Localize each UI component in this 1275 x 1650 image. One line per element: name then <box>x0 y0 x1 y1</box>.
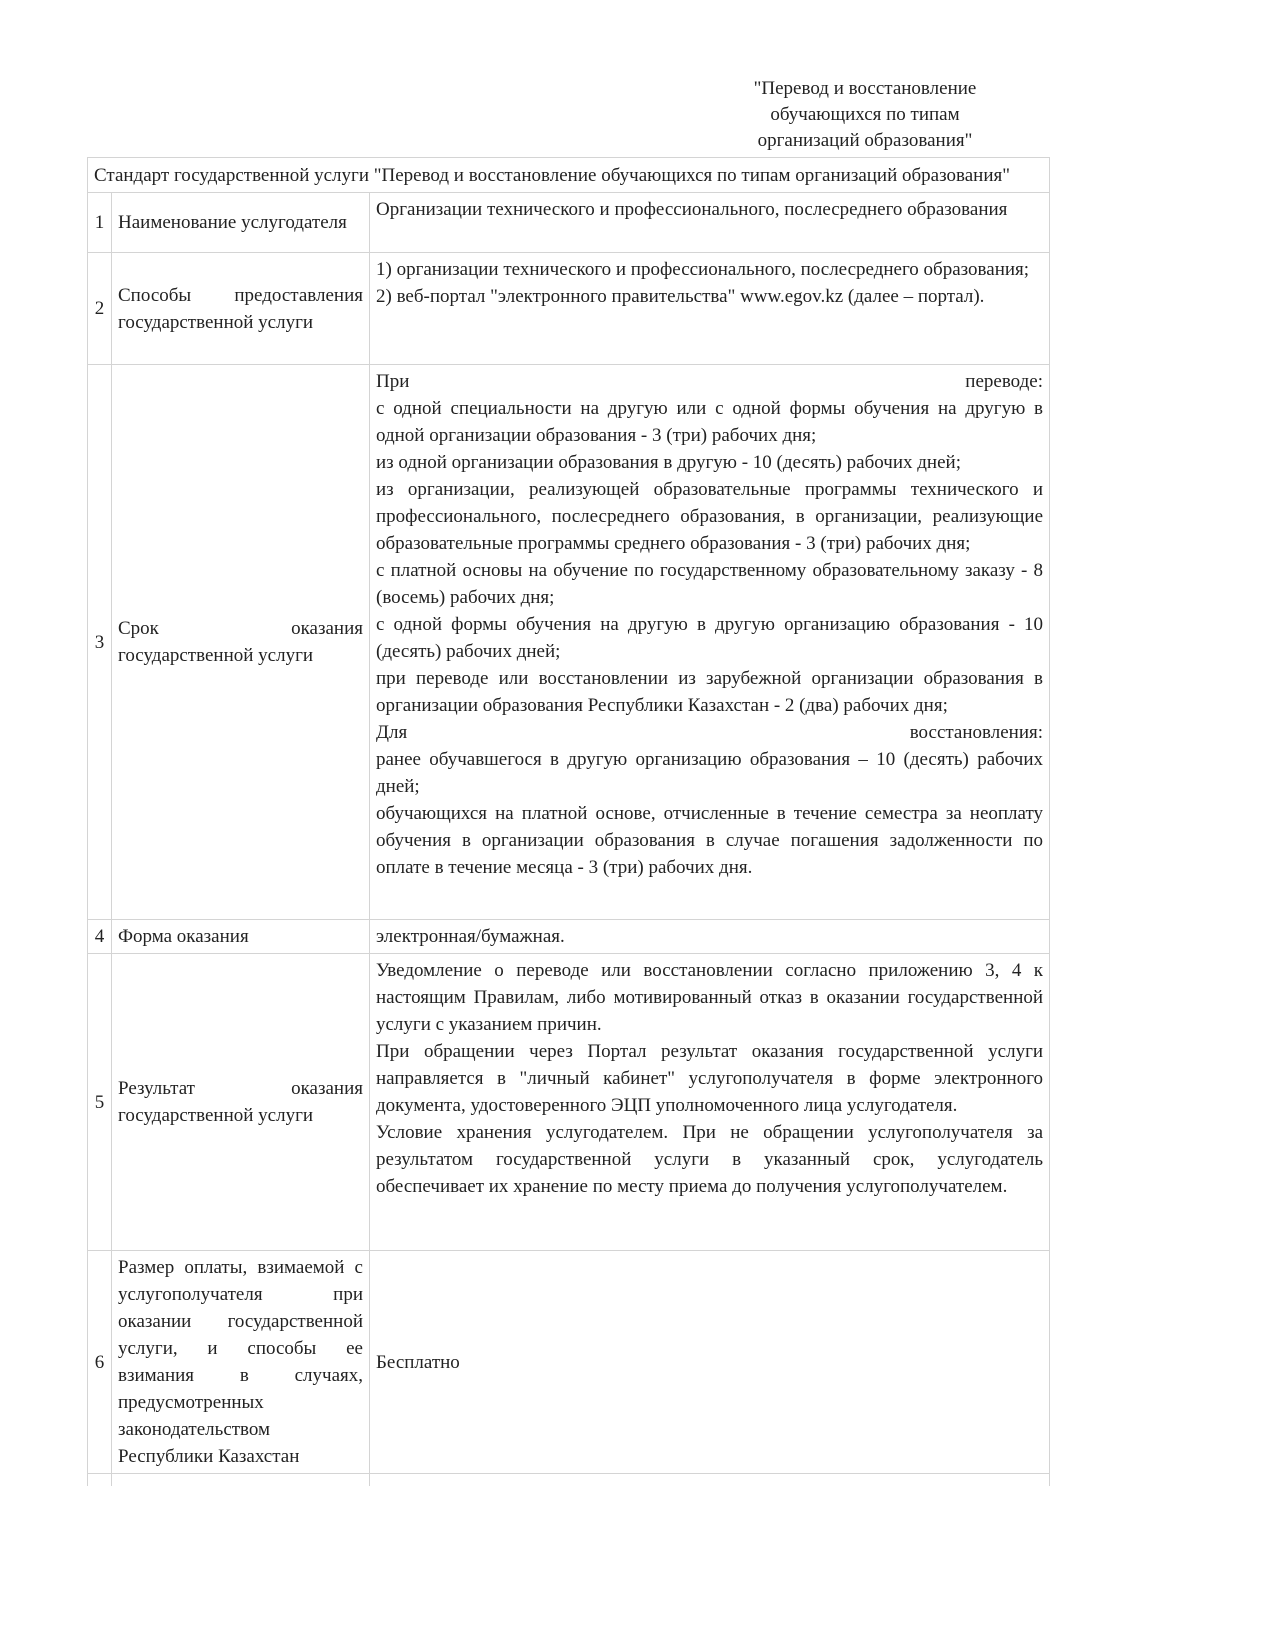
value-paragraph: Уведомление о переводе или восстановлении согласно приложению 3, 4 к настоящим Правилам, либо мотивированный отказ в оказании государственной услуги с указанием причин. <box>376 960 1044 1035</box>
value-paragraph: ранее обучавшегося в другую организацию образования – 10 (десять) рабочих дней; <box>376 749 1044 797</box>
value-paragraph: при переводе или восстановлении из зарубежной организации образования в организации образования Республики Казахстан - 2 (два) рабочих дня; <box>376 668 1044 716</box>
row-value <box>370 1251 1050 1474</box>
value-paragraph: 1) организации технического и профессионального, послесреднего образования; <box>376 259 1030 280</box>
value-paragraph: При обращении через Портал результат оказания государственной услуги направляется в "личный кабинет" услугополучателя в форме электронного документа, удостоверенного ЭЦП уполномоченного лица услугодателя. <box>376 1041 1044 1116</box>
blank-cell <box>370 1474 1050 1487</box>
value-paragraph: При переводе: <box>376 371 1044 392</box>
row-number: 6 <box>88 1251 112 1474</box>
row-value <box>370 365 1050 920</box>
row-number: 1 <box>88 193 112 253</box>
value-paragraph: с одной специальности на другую или с одной формы обучения на другую в одной организации образования - 3 (три) рабочих дня; <box>376 398 1044 446</box>
row-label: Форма оказания <box>112 920 370 954</box>
row-label: Размер оплаты, взимаемой с услугополучателя при оказании государственной услуги, и способы ее взимания в случаях, предусмотренных законодательством Республики Казахстан <box>112 1251 370 1474</box>
value-paragraph: из организации, реализующей образовательные программы технического и профессионального, послесреднего образования, в организации, реализующие образовательные программы среднего образования - 3 (три) рабочих дня; <box>376 479 1044 554</box>
table-row <box>88 920 1050 954</box>
table-row <box>88 193 1050 253</box>
table-row <box>88 253 1050 365</box>
row-number: 3 <box>88 365 112 920</box>
table-row <box>88 365 1050 920</box>
blank-cell <box>112 1474 370 1487</box>
blank-cell <box>88 1474 112 1487</box>
row-label: Срок оказания государственной услуги <box>112 365 370 920</box>
value-paragraph: с одной формы обучения на другую в другую организацию образования - 10 (десять) рабочих дней; <box>376 614 1044 662</box>
row-label: Способы предоставления государственной услуги <box>112 253 370 365</box>
value-paragraph: 2) веб-портал "электронного правительства" www.egov.kz (далее – портал). <box>376 286 985 307</box>
value-paragraph: из одной организации образования в другую - 10 (десять) рабочих дней; <box>376 452 961 473</box>
table-caption: Стандарт государственной услуги "Перевод и восстановление обучающихся по типам организаций образования" <box>88 158 1050 193</box>
row-number: 5 <box>88 954 112 1251</box>
table-row <box>88 1251 1050 1474</box>
table-row <box>88 954 1050 1251</box>
value-paragraph: Условие хранения услугодателем. При не обращении услугополучателя за результатом государственной услуги в указанный срок, услугодатель обеспечивает их хранение по месту приема до получения услугополучателем. <box>376 1122 1044 1197</box>
value-paragraph: с платной основы на обучение по государственному образовательному заказу - 8 (восемь) рабочих дня; <box>376 560 1044 608</box>
table-continuation-row <box>88 1474 1050 1487</box>
header-line: "Перевод и восстановление <box>753 78 977 99</box>
value-paragraph: Организации технического и профессионального, послесреднего образования <box>376 199 1008 220</box>
row-value <box>370 253 1050 365</box>
service-standard-table <box>87 157 1050 1486</box>
row-label: Результат оказания государственной услуги <box>112 954 370 1251</box>
row-number: 2 <box>88 253 112 365</box>
header-line: обучающихся по типам <box>770 104 960 125</box>
row-value <box>370 920 1050 954</box>
value-paragraph: Для восстановления: <box>376 722 1044 743</box>
row-label: Наименование услугодателя <box>112 193 370 253</box>
row-number: 4 <box>88 920 112 954</box>
document-header <box>730 76 1000 154</box>
value-paragraph: обучающихся на платной основе, отчисленные в течение семестра за неоплату обучения в организации образования в случае погашения задолженности по оплате в течение месяца - 3 (три) рабочих дня. <box>376 803 1044 878</box>
header-line: организаций образования" <box>757 130 973 151</box>
row-value <box>370 954 1050 1251</box>
row-value <box>370 193 1050 253</box>
table-caption-row <box>88 158 1050 193</box>
value-paragraph: Бесплатно <box>376 1351 460 1373</box>
value-paragraph: электронная/бумажная. <box>376 926 565 947</box>
